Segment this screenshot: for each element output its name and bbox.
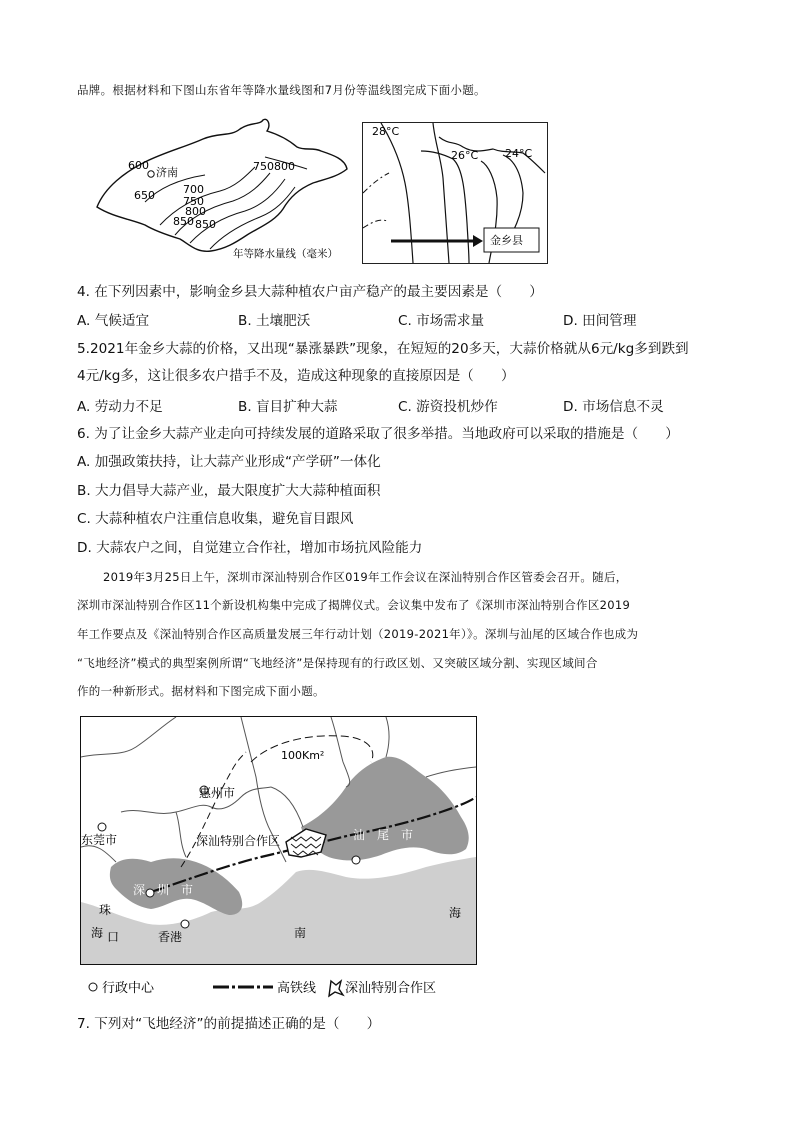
- passage-line3: 年工作要点及《深汕特别合作区高质量发展三年行动计划（2019-2021年）》。深圳与汕尾的区域合作也成为: [77, 627, 639, 641]
- legend-zone: 深汕特别合作区: [345, 981, 437, 996]
- label-dongguan: 东莞市: [81, 833, 118, 847]
- label-hai2: 海: [449, 906, 462, 920]
- contour-label: 850: [173, 215, 194, 228]
- map-legend: [87, 977, 487, 999]
- q6-option-b: B. 大力倡导大蒜产业，最大限度扩大大蒜种植面积: [77, 483, 381, 499]
- county-label: 金乡县: [490, 234, 523, 247]
- passage-line5: 作的一种新形式。据材料和下图完成下面小题。: [77, 684, 325, 698]
- q4-stem: 4. 在下列因素中，影响金乡县大蒜种植农户亩产稳产的最主要因素是（ ）: [77, 284, 543, 300]
- q5-stem-line2: 4元/kg多，这让很多农户措手不及，造成这种现象的直接原因是（ ）: [77, 368, 515, 384]
- q4-option-a: A. 气候适宜: [77, 313, 150, 329]
- contour-label: 750: [253, 160, 274, 173]
- legend-center: 行政中心: [102, 981, 155, 996]
- label-shenzhen: 深 圳 市: [133, 883, 194, 897]
- passage-line2: 深圳市深汕特别合作区11个新设机构集中完成了揭牌仪式。会议集中发布了《深圳市深汕特别合作区2019: [77, 598, 631, 612]
- label-hongkong: 香港: [158, 930, 183, 944]
- q5-option-b: B. 盲目扩种大蒜: [238, 399, 338, 415]
- contour-label: 850: [195, 218, 216, 231]
- intro-text: 品牌。根据材料和下图山东省年等降水量线图和7月份等温线图完成下面小题。: [77, 83, 486, 97]
- q6-option-c: C. 大蒜种植农户注重信息收集，避免盲目跟风: [77, 511, 354, 527]
- contour-label: 750: [183, 195, 204, 208]
- isotherm-label: 28°C: [372, 125, 400, 138]
- q5-stem-line1: 5.2021年金乡大蒜的价格，又出现“暴涨暴跌”现象，在短短的20多天，大蒜价格就从6元/kg多到跌到: [77, 341, 689, 357]
- q5-option-a: A. 劳动力不足: [77, 399, 163, 415]
- isotherm-label: 26°C: [451, 149, 479, 162]
- passage-line4: “飞地经济”模式的典型案例所谓“飞地经济”是保持现有的行政区划、又突破区域分割、实现区域间合: [77, 656, 598, 670]
- passage-line1: 2019年3月25日上午，深圳市深汕特别合作区019年工作会议在深汕特别合作区管委会召开。随后，: [103, 570, 628, 584]
- contour-label: 800: [274, 160, 295, 173]
- isotherm-label: 24°C: [505, 147, 533, 160]
- q5-option-c: C. 游资投机炒作: [398, 399, 498, 415]
- city-label-jinan: 济南: [156, 166, 178, 179]
- label-kou: 口: [107, 930, 120, 944]
- admin-center-icon: [89, 983, 97, 991]
- contour-label: 650: [134, 189, 155, 202]
- zone-hatch-icon: [329, 981, 343, 996]
- label-hai1: 海: [91, 926, 104, 940]
- contour-label: 600: [128, 159, 149, 172]
- cooperation-zone-marker: [286, 829, 326, 857]
- q4-option-b: B. 土壤肥沃: [238, 313, 311, 329]
- label-nan: 南: [294, 926, 307, 940]
- q4-option-c: C. 市场需求量: [398, 313, 485, 329]
- map-caption: 年等降水量线（毫米）: [233, 248, 338, 260]
- contour-label: 800: [185, 205, 206, 218]
- area-label: 100Km²: [281, 749, 325, 762]
- label-shanwei: 汕 尾 市: [353, 828, 414, 842]
- q7-stem: 7. 下列对“飞地经济”的前提描述正确的是（ ）: [77, 1016, 381, 1032]
- label-huizhou: 惠州市: [199, 786, 236, 800]
- q6-stem: 6. 为了让金乡大蒜产业走向可持续发展的道路采取了很多举措。当地政府可以采取的措施是（ ）: [77, 426, 679, 442]
- q6-option-a: A. 加强政策扶持，让大蒜产业形成“产学研”一体化: [77, 454, 381, 470]
- isotherm-map: [362, 122, 548, 264]
- precipitation-map: [85, 117, 355, 267]
- q6-option-d: D. 大蒜农户之间，自觉建立合作社，增加市场抗风险能力: [77, 540, 423, 556]
- shenshan-map: [80, 716, 477, 965]
- label-zhu: 珠: [99, 903, 112, 917]
- legend-rail: 高铁线: [277, 981, 317, 996]
- label-zone: 深汕特别合作区: [196, 834, 281, 848]
- contour-label: 700: [183, 183, 204, 196]
- q4-option-d: D. 田间管理: [563, 313, 637, 329]
- q5-option-d: D. 市场信息不灵: [563, 399, 664, 415]
